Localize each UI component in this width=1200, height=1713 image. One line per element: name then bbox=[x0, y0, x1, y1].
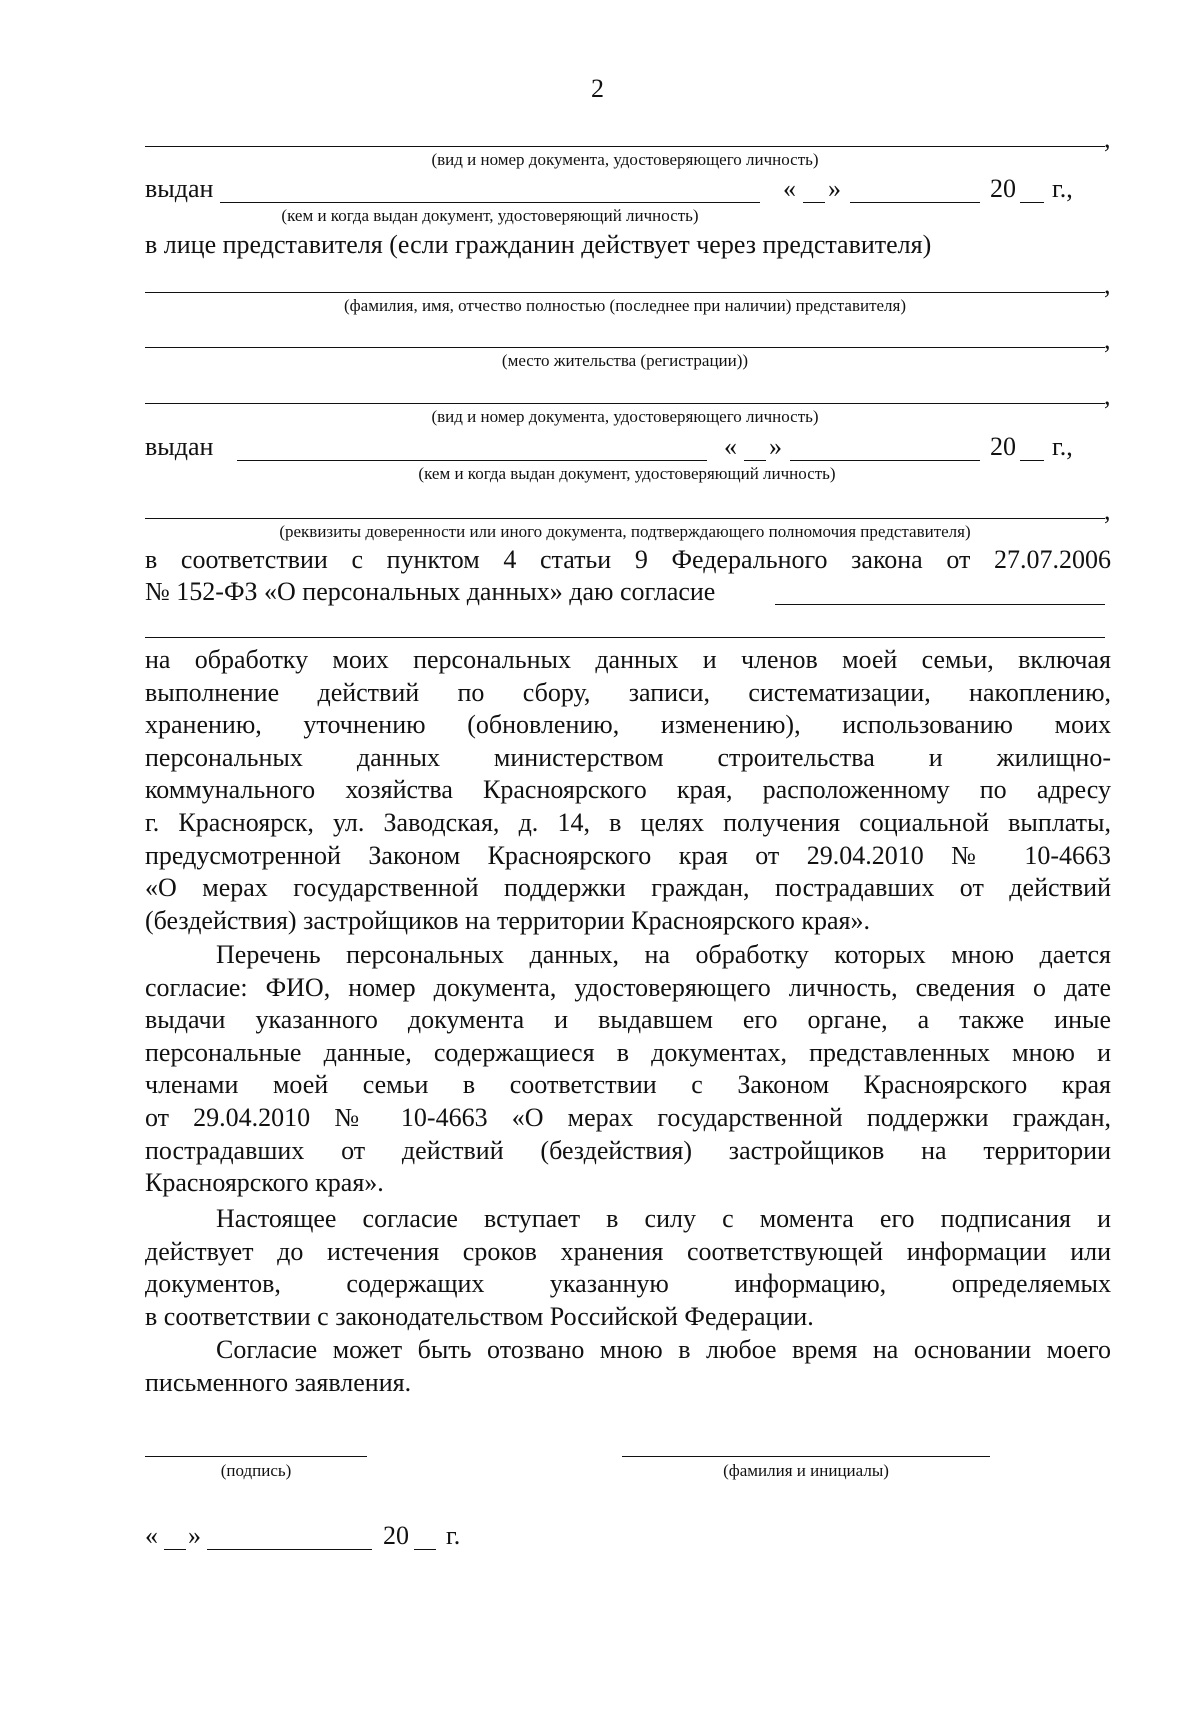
text-line: (бездействия) застройщиков на территории Красноярского края». bbox=[145, 905, 870, 935]
month-field-line[interactable] bbox=[850, 202, 980, 203]
date-quote-open: « bbox=[145, 1521, 158, 1550]
line-comma: , bbox=[1104, 381, 1111, 410]
text-line: письменного заявления. bbox=[145, 1367, 412, 1397]
power-of-attorney-field-line[interactable] bbox=[145, 518, 1105, 519]
line-comma: , bbox=[1104, 124, 1111, 153]
paragraph-validity bbox=[145, 1203, 1111, 1333]
consent-subject-field-line[interactable] bbox=[775, 604, 1105, 605]
issued-label: выдан bbox=[145, 174, 214, 203]
text-line: предусмотренной Законом Красноярского края от 29.04.2010 № 10-4663 bbox=[145, 840, 1111, 870]
paragraph-withdrawal bbox=[145, 1334, 1111, 1399]
date-quote-open: « bbox=[724, 432, 737, 461]
page-number: 2 bbox=[591, 74, 604, 103]
consent-intro-line: в соответствии с пунктом 4 статьи 9 Федерального закона от 27.07.2006 bbox=[145, 545, 1111, 574]
text-line: персональных данных министерством строительства и жилищно- bbox=[145, 742, 1111, 772]
consent-intro bbox=[145, 544, 1111, 577]
issued-label: выдан bbox=[145, 432, 214, 461]
text-line: хранению, уточнению (обновлению, изменению), использованию моих bbox=[145, 710, 1111, 740]
year-prefix: 20 bbox=[990, 174, 1016, 203]
text-line: Настоящее согласие вступает в силу с момента его подписания и bbox=[216, 1204, 1111, 1233]
line-comma: , bbox=[1104, 496, 1111, 525]
text-line: «О мерах государственной поддержки граждан, пострадавших от действий bbox=[145, 873, 1111, 903]
representative-line: в лице представителя (если гражданин действует через представителя) bbox=[145, 230, 932, 259]
day-field-line[interactable] bbox=[744, 460, 766, 461]
day-field-line[interactable] bbox=[164, 1549, 186, 1550]
date-quote-close: » bbox=[188, 1521, 201, 1550]
date-quote-open: « bbox=[783, 174, 796, 203]
consent-intro-line: № 152-ФЗ «О персональных данных» даю согласие bbox=[145, 577, 716, 606]
text-line: на обработку моих персональных данных и членов моей семьи, включая bbox=[145, 645, 1111, 674]
text-line: действует до истечения сроков хранения соответствующей информации или bbox=[145, 1236, 1111, 1266]
caption-document: (вид и номер документа, удостоверяющего личность) bbox=[431, 150, 819, 169]
text-line: выполнение действий по сбору, записи, систематизации, накоплению, bbox=[145, 677, 1111, 707]
caption-rep-document: (вид и номер документа, удостоверяющего личность) bbox=[431, 407, 819, 426]
text-line: членами моей семьи в соответствии с Законом Красноярского края bbox=[145, 1070, 1111, 1100]
year-suffix: г. bbox=[446, 1521, 461, 1550]
text-line: Перечень персональных данных, на обработку которых мною дается bbox=[216, 940, 1111, 969]
caption-rep-name: (фамилия, имя, отчество полностью (последнее при наличии) представителя) bbox=[343, 296, 907, 315]
caption-fullname: (фамилия и инициалы) bbox=[723, 1461, 889, 1480]
date-quote-close: » bbox=[769, 432, 782, 461]
document-field-line[interactable] bbox=[145, 146, 1105, 147]
year-field-line[interactable] bbox=[1020, 202, 1044, 203]
year-prefix: 20 bbox=[990, 432, 1016, 461]
line-comma: , bbox=[1104, 325, 1111, 354]
caption-power-of-attorney: (реквизиты доверенности или иного документа, подтверждающего полномочия представителя) bbox=[279, 522, 971, 541]
text-line: Согласие может быть отозвано мною в любое время на основании моего bbox=[216, 1335, 1111, 1364]
text-line: коммунального хозяйства Красноярского края, расположенному по адресу bbox=[145, 775, 1111, 805]
month-field-line[interactable] bbox=[207, 1549, 372, 1550]
month-field-line[interactable] bbox=[790, 460, 980, 461]
text-line: пострадавших от действий (бездействия) застройщиков на территории bbox=[145, 1135, 1111, 1165]
caption-signature: (подпись) bbox=[220, 1461, 292, 1480]
year-field-line[interactable] bbox=[414, 1549, 436, 1550]
caption-issued: (кем и когда выдан документ, удостоверяющий личность) bbox=[418, 464, 836, 483]
text-line: согласие: ФИО, номер документа, удостоверяющего личность, сведения о дате bbox=[145, 972, 1111, 1002]
text-line: от 29.04.2010 № 10-4663 «О мерах государственной поддержки граждан, bbox=[145, 1102, 1111, 1132]
year-field-line[interactable] bbox=[1020, 460, 1044, 461]
text-line: персональные данные, содержащиеся в документах, представленных мною и bbox=[145, 1037, 1111, 1067]
issued-by-field-line[interactable] bbox=[237, 460, 707, 461]
residence-field-line[interactable] bbox=[145, 347, 1105, 348]
text-line: в соответствии с законодательством Российской Федерации. bbox=[145, 1301, 814, 1331]
text-line: Красноярского края». bbox=[145, 1168, 384, 1198]
rep-document-field-line[interactable] bbox=[145, 403, 1105, 404]
fullname-field-line[interactable] bbox=[622, 1456, 990, 1457]
year-suffix: г., bbox=[1052, 432, 1073, 461]
issued-by-field-line[interactable] bbox=[220, 202, 760, 203]
caption-residence: (место жительства (регистрации)) bbox=[501, 351, 749, 370]
rep-name-field-line[interactable] bbox=[145, 292, 1105, 293]
line-comma: , bbox=[1104, 270, 1111, 299]
text-line: г. Красноярск, ул. Заводская, д. 14, в целях получения социальной выплаты, bbox=[145, 807, 1111, 837]
date-quote-close: » bbox=[828, 174, 841, 203]
day-field-line[interactable] bbox=[803, 202, 825, 203]
paragraph-data-list bbox=[145, 939, 1111, 1200]
year-prefix: 20 bbox=[383, 1521, 409, 1550]
paragraph-processing bbox=[145, 644, 1111, 937]
year-suffix: г., bbox=[1052, 174, 1073, 203]
text-line: выдачи указанного документа и выдавшем его органе, а также иные bbox=[145, 1005, 1111, 1035]
consent-subject-field-line-2[interactable] bbox=[145, 637, 1105, 638]
signature-field-line[interactable] bbox=[145, 1456, 367, 1457]
caption-issued: (кем и когда выдан документ, удостоверяющий личность) bbox=[281, 206, 699, 225]
text-line: документов, содержащих указанную информацию, определяемых bbox=[145, 1269, 1111, 1299]
